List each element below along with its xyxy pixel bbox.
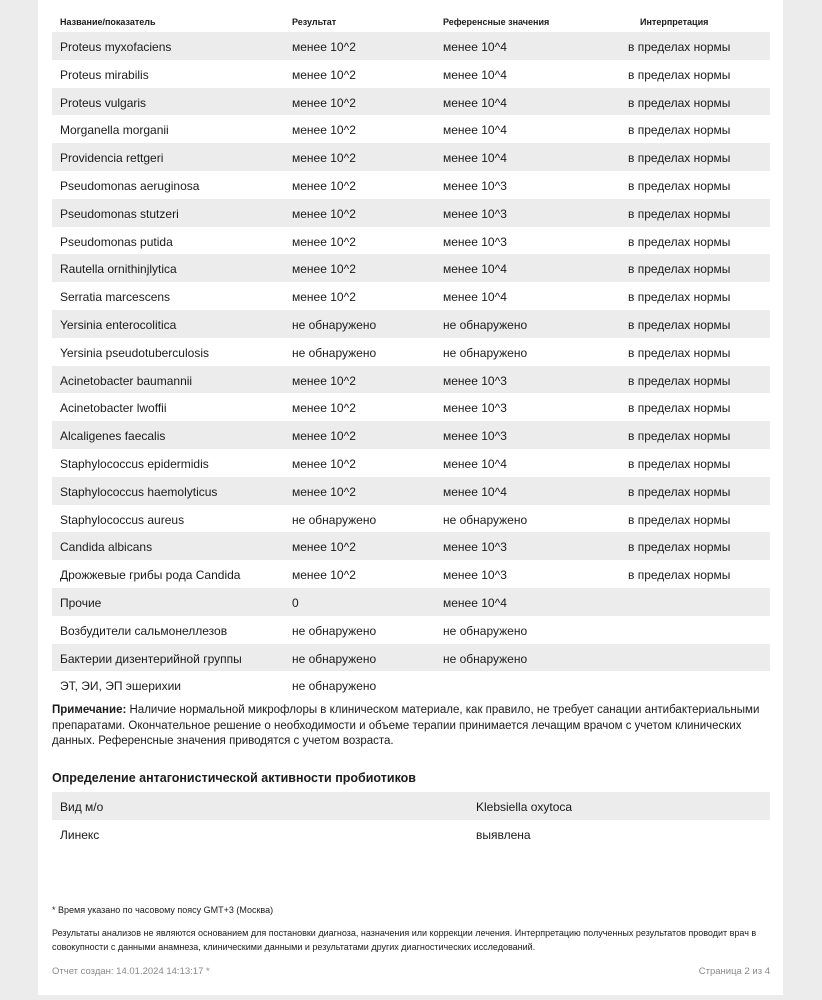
header-name: Название/показатель [60, 17, 156, 27]
row-result: не обнаружено [292, 623, 377, 638]
row-interpretation: в пределах нормы [628, 568, 731, 583]
row-interpretation: в пределах нормы [628, 373, 731, 388]
table-row [52, 393, 770, 421]
table-row [52, 32, 770, 60]
table-row [52, 143, 770, 171]
row-name: Proteus vulgaris [60, 95, 147, 110]
table-row [52, 505, 770, 533]
row-result: менее 10^2 [292, 262, 356, 277]
row-name: Pseudomonas aeruginosa [60, 178, 200, 193]
table-row [52, 671, 770, 699]
table-body [52, 32, 770, 699]
row-result: не обнаружено [292, 651, 377, 666]
row-interpretation: в пределах нормы [628, 95, 731, 110]
row-reference: не обнаружено [443, 651, 528, 666]
row-name: Возбудители сальмонеллезов [60, 623, 228, 638]
row-name: Serratia marcescens [60, 290, 171, 305]
table-row [52, 449, 770, 477]
row-reference: менее 10^4 [443, 95, 507, 110]
header-result: Результат [292, 17, 337, 27]
table-row [52, 644, 770, 672]
row-interpretation: в пределах нормы [628, 345, 731, 360]
table-row [52, 282, 770, 310]
row-name: Proteus myxofaciens [60, 40, 172, 54]
row-name: Прочие [60, 595, 102, 610]
table-row [52, 254, 770, 282]
results-table [52, 11, 770, 699]
probiotics-title: Определение антагонистической активности пробиотиков [52, 771, 416, 785]
row-interpretation: в пределах нормы [628, 206, 731, 221]
row-name: Alcaligenes faecalis [60, 429, 166, 444]
row-result: менее 10^2 [292, 401, 356, 416]
table-row [52, 616, 770, 644]
row-reference: менее 10^4 [443, 151, 507, 166]
row-name: Staphylococcus haemolyticus [60, 484, 218, 499]
row-reference: менее 10^4 [443, 262, 507, 277]
row-result: не обнаружено [292, 345, 377, 360]
note [52, 703, 770, 750]
row-name: Acinetobacter lwoffii [60, 401, 167, 416]
row-name: Providencia rettgeri [60, 151, 164, 166]
row-result: менее 10^2 [292, 540, 356, 555]
row-reference: менее 10^4 [443, 484, 507, 499]
row-name: Бактерии дизентерийной группы [60, 651, 242, 666]
row-reference: не обнаружено [443, 512, 528, 527]
row-interpretation: в пределах нормы [628, 40, 731, 54]
row-name: Pseudomonas stutzeri [60, 206, 179, 221]
probiotic-col1: Вид м/о [60, 800, 104, 814]
row-reference: менее 10^3 [443, 178, 507, 193]
report-created: Отчет создан: 14.01.2024 14:13:17 * [52, 966, 210, 977]
row-reference: не обнаружено [443, 345, 528, 360]
row-name: Pseudomonas putida [60, 234, 173, 249]
row-name: Staphylococcus epidermidis [60, 456, 209, 471]
row-reference: менее 10^3 [443, 568, 507, 583]
row-interpretation: в пределах нормы [628, 512, 731, 527]
row-result: не обнаружено [292, 512, 377, 527]
row-interpretation: в пределах нормы [628, 262, 731, 277]
row-result: менее 10^2 [292, 234, 356, 249]
note-label: Примечание: [52, 704, 127, 716]
table-row [52, 88, 770, 116]
row-result: менее 10^2 [292, 373, 356, 388]
note-text: Наличие нормальной микрофлоры в клиническом материале, как правило, не требует санации антибактериальными препаратами. Окончательное решение о необходимости и объеме терапии принимается лечащим врачом с учетом клинических данных. Референсные значения приводятся с учетом возраста. [52, 704, 760, 747]
table-row [52, 227, 770, 255]
row-result: менее 10^2 [292, 290, 356, 305]
row-interpretation: в пределах нормы [628, 429, 731, 444]
row-result: менее 10^2 [292, 429, 356, 444]
table-row [52, 792, 770, 820]
row-interpretation: в пределах нормы [628, 234, 731, 249]
table-row [52, 115, 770, 143]
row-name: Staphylococcus aureus [60, 512, 185, 527]
table-row [52, 560, 770, 588]
row-result: менее 10^2 [292, 67, 356, 82]
table-row [52, 171, 770, 199]
row-reference: менее 10^3 [443, 373, 507, 388]
table-row [52, 60, 770, 88]
row-interpretation: в пределах нормы [628, 178, 731, 193]
row-reference: менее 10^4 [443, 290, 507, 305]
timezone-footnote: * Время указано по часовому поясу GMT+3 (Москва) [52, 905, 274, 915]
row-name: Дрожжевые грибы рода Candida [60, 568, 241, 583]
row-reference: менее 10^4 [443, 40, 507, 54]
row-name: Yersinia pseudotuberculosis [60, 345, 209, 360]
row-name: Yersinia enterocolitica [60, 317, 177, 332]
row-result: 0 [292, 595, 299, 610]
row-result: менее 10^2 [292, 206, 356, 221]
row-name: ЭТ, ЭИ, ЭП эшерихии [60, 679, 182, 694]
table-row [52, 820, 770, 848]
row-interpretation: в пределах нормы [628, 290, 731, 305]
header-interpretation: Интерпретация [640, 17, 709, 27]
row-name: Morganella morganii [60, 123, 169, 138]
row-name: Acinetobacter baumannii [60, 373, 193, 388]
row-reference: менее 10^3 [443, 429, 507, 444]
row-interpretation: в пределах нормы [628, 317, 731, 332]
probiotic-col1: Линекс [60, 827, 100, 842]
row-reference: менее 10^3 [443, 540, 507, 555]
row-result: не обнаружено [292, 317, 377, 332]
row-result: менее 10^2 [292, 568, 356, 583]
table-row [52, 199, 770, 227]
table-row [52, 338, 770, 366]
row-interpretation: в пределах нормы [628, 123, 731, 138]
row-reference: не обнаружено [443, 317, 528, 332]
row-interpretation: в пределах нормы [628, 151, 731, 166]
row-interpretation: в пределах нормы [628, 484, 731, 499]
probiotics-table [52, 792, 770, 848]
row-name: Proteus mirabilis [60, 67, 149, 82]
table-row [52, 532, 770, 560]
disclaimer: Результаты анализов не являются основанием для постановки диагноза, назначения или коррекции лечения. Интерпретацию полученных результатов проводит врач в совокупности с данными анамнеза, клиническими данными и результатами других диагностических исследований. [52, 928, 757, 952]
row-result: менее 10^2 [292, 484, 356, 499]
table-row [52, 421, 770, 449]
probiotic-col2: Klebsiella oxytoca [476, 800, 573, 814]
row-result: менее 10^2 [292, 123, 356, 138]
row-interpretation: в пределах нормы [628, 540, 731, 555]
probiotic-col2: выявлена [476, 827, 531, 842]
table-row [52, 366, 770, 394]
row-reference: менее 10^3 [443, 206, 507, 221]
row-reference: менее 10^3 [443, 401, 507, 416]
row-result: менее 10^2 [292, 151, 356, 166]
row-result: менее 10^2 [292, 95, 356, 110]
table-row [52, 588, 770, 616]
page-number: Страница 2 из 4 [698, 966, 770, 977]
report-page [38, 0, 783, 995]
row-result: менее 10^2 [292, 456, 356, 471]
row-reference: менее 10^4 [443, 456, 507, 471]
row-reference: не обнаружено [443, 623, 528, 638]
row-interpretation: в пределах нормы [628, 401, 731, 416]
row-name: Rautella ornithinjlytica [60, 262, 177, 277]
row-reference: менее 10^4 [443, 67, 507, 82]
table-row [52, 310, 770, 338]
row-reference: менее 10^3 [443, 234, 507, 249]
row-reference: менее 10^4 [443, 123, 507, 138]
header-reference: Референсные значения [443, 17, 550, 27]
row-result: не обнаружено [292, 679, 377, 694]
row-result: менее 10^2 [292, 178, 356, 193]
row-result: менее 10^2 [292, 40, 356, 54]
table-header [52, 11, 770, 32]
table-row [52, 477, 770, 505]
row-name: Candida albicans [60, 540, 153, 555]
row-interpretation: в пределах нормы [628, 456, 731, 471]
row-interpretation: в пределах нормы [628, 67, 731, 82]
row-reference: менее 10^4 [443, 595, 507, 610]
